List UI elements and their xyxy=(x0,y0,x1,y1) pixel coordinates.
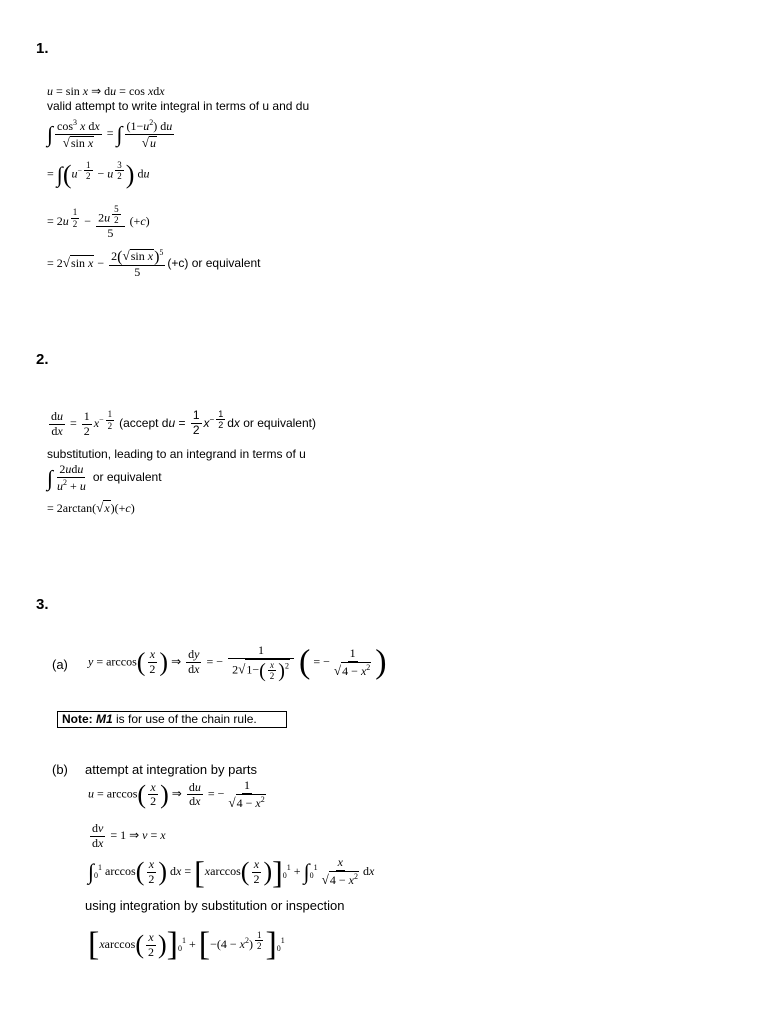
q3-part-b-parts-formula: $\int_0^1$ arccos( $\frac{x}{2}$ ) dx = [xarccos( $\frac{x}{2}$ )]$_0^1 + \int_0^1$ $\frac{x}{√4 - x^2}$ dx xyxy=(88,854,375,890)
q3-note-label: Note: M1 xyxy=(62,712,113,726)
q1-substitution-line: u = sin x ⇒ du = cos xdx xyxy=(47,84,165,98)
q3-part-b-u-substitution: u = arccos( $\frac{x}{2}$ ) ⇒ $\frac{du}{dx}$ = − $\frac{1}{√4 - x^2}$ xyxy=(88,778,265,810)
q3-part-a-label: (a) xyxy=(52,657,68,672)
q1-integral-powers: = $\int(u^{- \frac{1}{2}}$ − u $^{\frac{3}{2}}$ ) du xyxy=(47,159,150,189)
q1-antiderivative: = 2u $^{\frac{1}{2}}$ − 2u $^{\frac{5}{2}}$ 5 (+c) xyxy=(47,204,150,240)
q2-or-equivalent: or equivalent xyxy=(92,470,162,485)
question-number-3: 3. xyxy=(36,596,49,613)
q2-method-text: substitution, leading to an integrand in terms of u xyxy=(47,447,306,461)
q1-integral-rewrite: ∫ $\frac{\cos^3 x dx}{\text{√sin x}}$ = ∫ $\frac{(1-u^2) du}{√u}$ xyxy=(47,118,173,150)
q1-method-text: valid attempt to write integral in terms of u and du xyxy=(47,99,310,113)
question-number-2: 2. xyxy=(36,351,49,368)
q3-note-box xyxy=(57,711,287,728)
q2-integrand-line: ∫ $\frac{\text{2udu}}{u^2 + u}$ or equivalent xyxy=(47,462,162,493)
q3-note-text: is for use of the chain rule. xyxy=(112,712,257,726)
q3-part-b-method: attempt at integration by parts xyxy=(85,762,257,777)
q2-accept-text: (accept du = $\frac{1}{2}$ $x^{- \frac{1}{2}}$ dx or equivalent) xyxy=(119,408,316,438)
q1-final-answer: = 2√sin x − $\frac{2(√\sin x)^5}{5}$ (+c) or equivalent xyxy=(47,248,261,280)
q1-final-suffix: (+c) or equivalent xyxy=(167,255,261,270)
q3-part-b-substitution-text: using integration by substitution or inspection xyxy=(85,898,345,913)
q2-derivative-line: $\frac{du}{dx}$ = $\frac{1}{2}$ $x^{- \frac{1}{2}}$ (accept du = $\frac{1}{2}$ $x^{- \frac{1}{2}}$ dx or equivalent) xyxy=(51,408,316,438)
q3-part-a-derivative: y = arccos( $\frac{x}{2}$ ) ⇒ $\frac{dy}{dx}$ = − 1 2√1−( $\frac{x}{2}$ )$^2$ ( = − $\frac{1}{√4 - x^2}$ ) xyxy=(88,643,387,682)
q2-final-answer: = 2arctan(√x)(+c) xyxy=(47,500,135,515)
q3-part-b-evaluation: [xarccos( $\frac{x}{2}$ )]$_0^1 + [-(4 - x^2)$ $^{\frac{1}{2}}$ ]$_0^1$ xyxy=(88,926,285,963)
q3-part-b-label: (b) xyxy=(52,762,68,777)
question-number-1: 1. xyxy=(36,40,49,57)
q3-part-b-v-line: $\frac{dv}{dx}$ = 1 ⇒ v = x xyxy=(92,821,166,850)
